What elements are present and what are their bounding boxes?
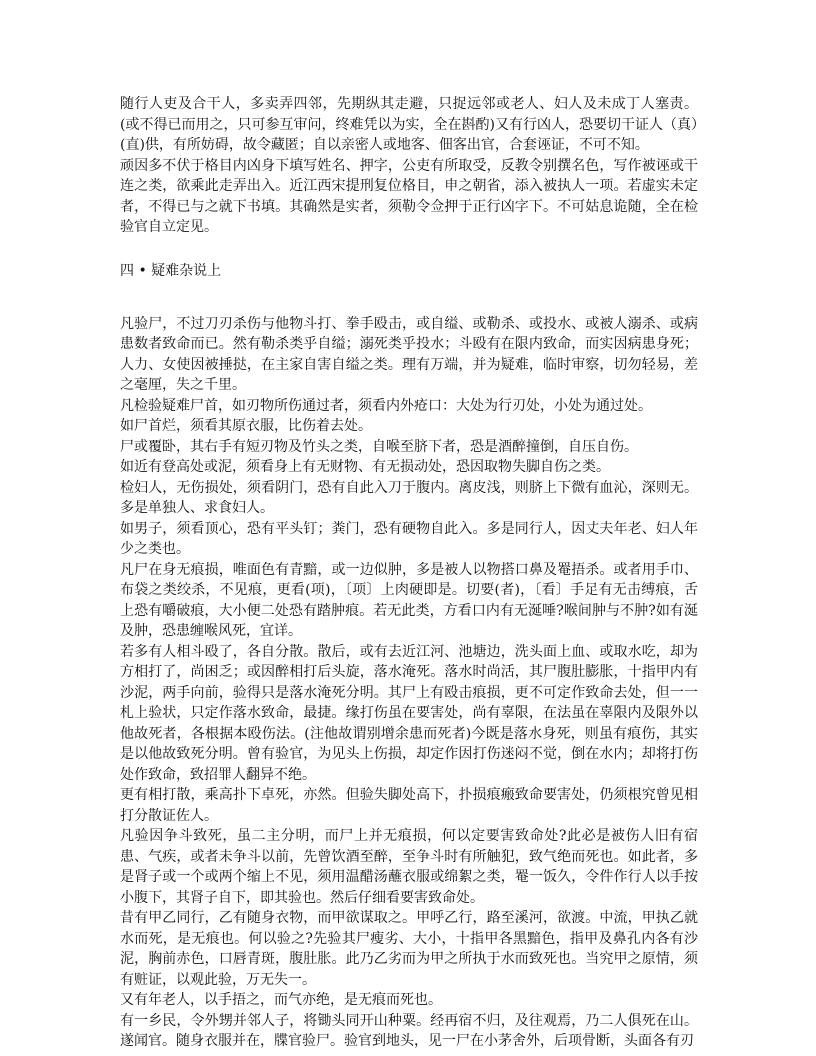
body-paragraph-7: 如男子，须看顶心，恐有平头钉；粪门，恐有硬物自此入。多是同行人，因丈夫年老、妇人年少之类也。: [120, 520, 698, 557]
body-paragraph-3: 如尸首烂，须看其原衣服，比伤着去处。: [120, 418, 372, 434]
body-paragraph-1: 凡验尸，不过刀刃杀伤与他物斗打、拳手殴击，或自缢、或勒杀、或投水、或被人溺杀、或病患数者致命而已。然有勒杀类乎自缢；溺死类乎投水；斗殴有在限内致命，而实因病患身死；人力、女使因被捶挞，在主家自害自缢之类。理有万端，并为疑难，临时审察，切勿轻易，差之毫厘，失之千里。: [120, 315, 698, 393]
body-paragraph-12: 昔有甲乙同行，乙有随身衣物，而甲欲谋取之。甲呼乙行，路至溪河，欲渡。中流，甲执乙就水而死，是无痕也。何以验之?先验其尸瘦劣、大小，十指甲各黑黯色，指甲及鼻孔内各有沙泥，胸前赤色，口唇青斑，腹肚胀。此乃乙劣而为甲之所执于水而致死也。当究甲之原情，须有赃证，以观此验，万无失一。: [120, 910, 698, 988]
body-paragraph-9: 若多有人相斗殴了，各自分散。散后，或有去近江河、池塘边，洗头面上血、或取水吃，却为方相打了，尚困乏；或因醉相打后头旋，落水淹死。落水时尚活，其尸腹肚膨胀，十指甲内有沙泥，两手向前，验得只是落水淹死分明。其尸上有殴击痕损，更不可定作致命去处，但一一札上验状，只定作落水致命，最捷。缘打伤虽在要害处，尚有辜限，在法虽在辜限内及限外以他故死者，各根据本殴伤法。(注他故谓别增余患而死者)今既是落水身死，则虽有痕伤，其实是以他故致死分明。曾有验官，为见头上伤损，却定作因打伤迷闷不觉，倒在水内；却将打伤处作致命，致招罪人翻异不绝。: [120, 643, 698, 783]
body-paragraph-13: 又有年老人，以手捂之，而气亦绝，是无痕而死也。: [120, 992, 442, 1008]
body-paragraph-6: 检妇人，无伤损处，须看阴门，恐有自此入刀于腹内。离皮浅，则脐上下微有血沁，深则无。多是单独人、求食妇人。: [120, 479, 698, 516]
body-paragraph-2: 凡检验疑难尸首，如刃物所伤通过者，须看内外疮口：大处为行刃处，小处为通过处。: [120, 397, 652, 414]
body-paragraph-4: 尸或覆卧，其右手有短刃物及竹头之类，自喉至脐下者，恐是酒醉撞倒，自压自伤。: [120, 438, 638, 455]
body-paragraph-10: 更有相打散，乘高扑下卓死，亦然。但验失脚处高下，扑损痕瘢致命要害处，仍须根究曾见相打分散证佐人。: [120, 787, 698, 824]
section-heading: 四 • 疑难杂说上: [120, 262, 222, 279]
body-paragraph-11: 凡验因争斗致死，虽二主分明，而尸上并无痕损，何以定要害致命处?此必是被伤人旧有宿患、气疾，或者未争斗以前，先曾饮酒至醉，至争斗时有所触犯，致气绝而死也。如此者，多是肾子或一个或两个缩上不见，须用温醋汤蘸衣服或绵絮之类，罨一饭久，令件作行人以手按小腹下，其肾子自下，即其验也。然后仔细看要害致命处。: [120, 828, 698, 906]
body-paragraph-5: 如近有登高处或泥，须看身上有无财物、有无损动处，恐因取物失脚自伤之类。: [120, 459, 610, 475]
body-paragraph-8: 凡尸在身无痕损，唯面色有青黯，或一边似肿，多是被人以物搭口鼻及罨捂杀。或者用手巾、布袋之类绞杀，不见痕，更看(项)，〔项〕上肉硬即是。切要(者)，〔看〕手足有无击缚痕，舌上恐有嚼破痕，大小便二处恐有踏肿痕。若无此类，方看口内有无涎唾?喉间肿与不肿?如有涎及肿，恐患缠喉风死，宜详。: [120, 561, 698, 639]
document-page: [120, 94, 698, 1052]
intro-paragraph-1: 随行人吏及合干人，多卖弄四邻，先期纵其走避，只捉远邻或老人、妇人及未成丁人塞责。(或不得已而用之，只可参互审问，终难凭以为实，全在斟酌)又有行凶人，恐要切干证人（真）(直)供，有所妨碍，故令藏匿；自以亲密人或地客、佃客出官，合套诬证，不可不知。: [120, 96, 698, 153]
body-paragraph-14: 有一乡民，令外甥并邻人子，将锄头同开山种粟。经再宿不归，及往观焉，乃二人俱死在山。遂闻官。随身衣服并在，牒官验尸。验官到地头，见一尸在小茅舍外，后项骨断，头面各有刃: [120, 1012, 698, 1049]
intro-paragraph-2: 顽因多不伏于格目内凶身下填写姓名、押字，公吏有所取受，反教令别撰名色，写作被诬或干连之类，欲乘此走弄出入。近江西宋提刑复位格目，申之朝省，添入被执人一项。若虚实未定者，不得已与之就下书填。其确然是实者，须勒令佥押于正行凶字下。不可姑息诡随，全在检验官自立定见。: [120, 157, 698, 235]
section-gap: [120, 281, 698, 314]
